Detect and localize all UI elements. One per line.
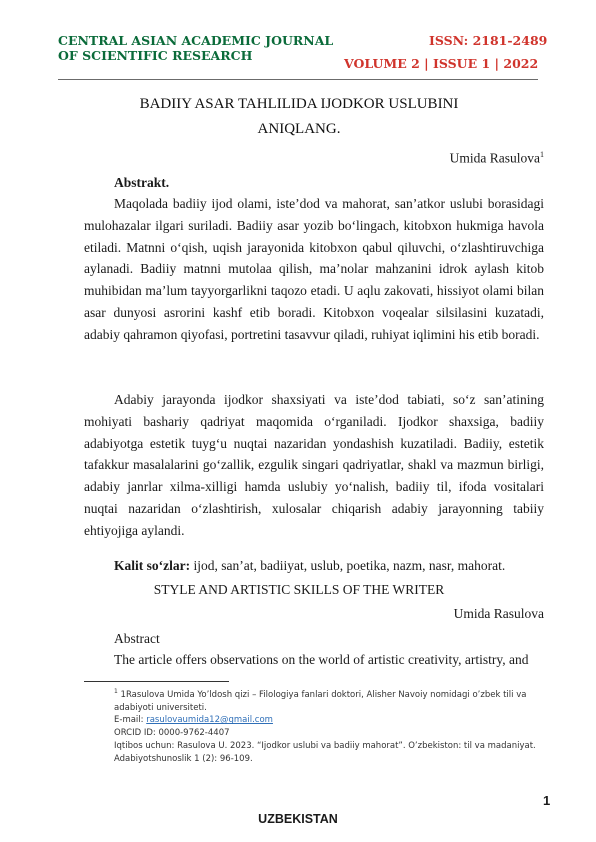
footnote-mark: 1: [114, 688, 118, 695]
author-name-text: Umida Rasulova: [449, 150, 540, 166]
article-title-line2: ANIQLANG.: [257, 121, 341, 137]
footer-country: UZBEKISTAN: [258, 812, 338, 826]
english-title: STYLE AND ARTISTIC SKILLS OF THE WRITER: [153, 582, 445, 597]
footnote-citation: Iqtibos uchun: Rasulova U. 2023. “Ijodkor uslubi va badiiy mahorat”. O’zbekiston: til va madaniyat. Adabiyotshunoslik 1 (2): 96-109.: [114, 741, 536, 764]
english-abstract-paragraph-1: The article offers observations on the world of artistic creativity, artistry, and: [114, 652, 529, 667]
footnote-orcid: ORCID ID: 0000-9762-4407: [114, 728, 230, 739]
abstract-paragraph-2: Adabiy jarayonda ijodkor shaxsiyati va iste’dod tabiati, so‘z san’atining mohiyati bashariy qadriyat maqomida o‘rganiladi. Ijodkor shaxsiga, badiiy adabiyotga estetik tuyg‘u nuqtai nazaridan yondashish kuzatiladi. Badiiy, estetik tafakkur masalalarini go‘zallik, ezgulik singari qadriyatlar, shakl va mazmun birligi, adabiy janrlar xilma-xilligi hamda uslubiy yo‘nalish, badiiy til, ifoda vositalari nuqtai nazaridan o‘zlashtirish, xulosalar chiqarish adabiy jarayonning tabiiy ehtiyojiga aylandi.: [84, 392, 544, 538]
keywords-label: Kalit so‘zlar:: [114, 558, 191, 573]
english-author: Umida Rasulova: [453, 606, 544, 621]
keywords: [114, 558, 505, 574]
keywords-text: ijod, san’at, badiiyat, uslub, poetika, nazm, nasr, mahorat.: [190, 558, 506, 573]
page-number: 1: [543, 793, 551, 808]
abstract-heading: Abstrakt.: [114, 175, 170, 190]
issn: ISSN: 2181-2489: [429, 33, 548, 48]
header-divider: [58, 79, 538, 80]
english-abstract-heading: Abstract: [114, 631, 160, 646]
footnote: [84, 686, 550, 766]
footnote-email: [84, 714, 550, 727]
article-title-line1: BADIIY ASAR TAHLILIDA IJODKOR USLUBINI: [139, 96, 459, 112]
footnote-author-text: 1Rasulova Umida Yo’ldosh qizi – Filologiya fanlari doktori, Alisher Navoiy nomidagi o’zbek tili va adabiyoti universiteti.: [114, 689, 527, 713]
journal-name-line1: CENTRAL ASIAN ACADEMIC JOURNAL: [58, 33, 334, 48]
email-link[interactable]: rasulovaumida12@gmail.com: [146, 715, 273, 726]
abstract-paragraph-1: Maqolada badiiy ijod olami, iste’dod va mahorat, san’atkor uslubi borasidagi mulohazalar ilgari suriladi. Badiiy asar yozib bo‘lingach, kitobxon hukmiga havola etiladi. Matnni o‘qish, uqish jarayonida kitobxon qabul qiluvchi, o‘zlashtiruvchiga aylanadi. Badiiy matnni mutolaa qilish, ma’nolar mahzanini idrok aylash kitob muhibidan ma’lum tayyorgarlikni taqozo etadi. U aqlu zakovati, hissiyot olami bilan asar dunyosi asrorini kashf etib boradi. Kitobxon voqealar silsilasini kuzatadi, adabiy qahramon qiyofasi, portretini tasavvur qiladi, ruhiyat iqlimini his etib boradi.: [84, 196, 544, 342]
author-footnote-mark: 1: [540, 150, 544, 159]
email-label: E-mail:: [114, 715, 147, 726]
journal-name-line2: OF SCIENTIFIC RESEARCH: [58, 48, 253, 63]
journal-name: [58, 33, 333, 63]
author-name: [450, 150, 544, 167]
footnote-divider: [84, 681, 229, 682]
footnote-author-info: [84, 686, 550, 714]
volume-issue: VOLUME 2 | ISSUE 1 | 2022: [344, 56, 539, 71]
